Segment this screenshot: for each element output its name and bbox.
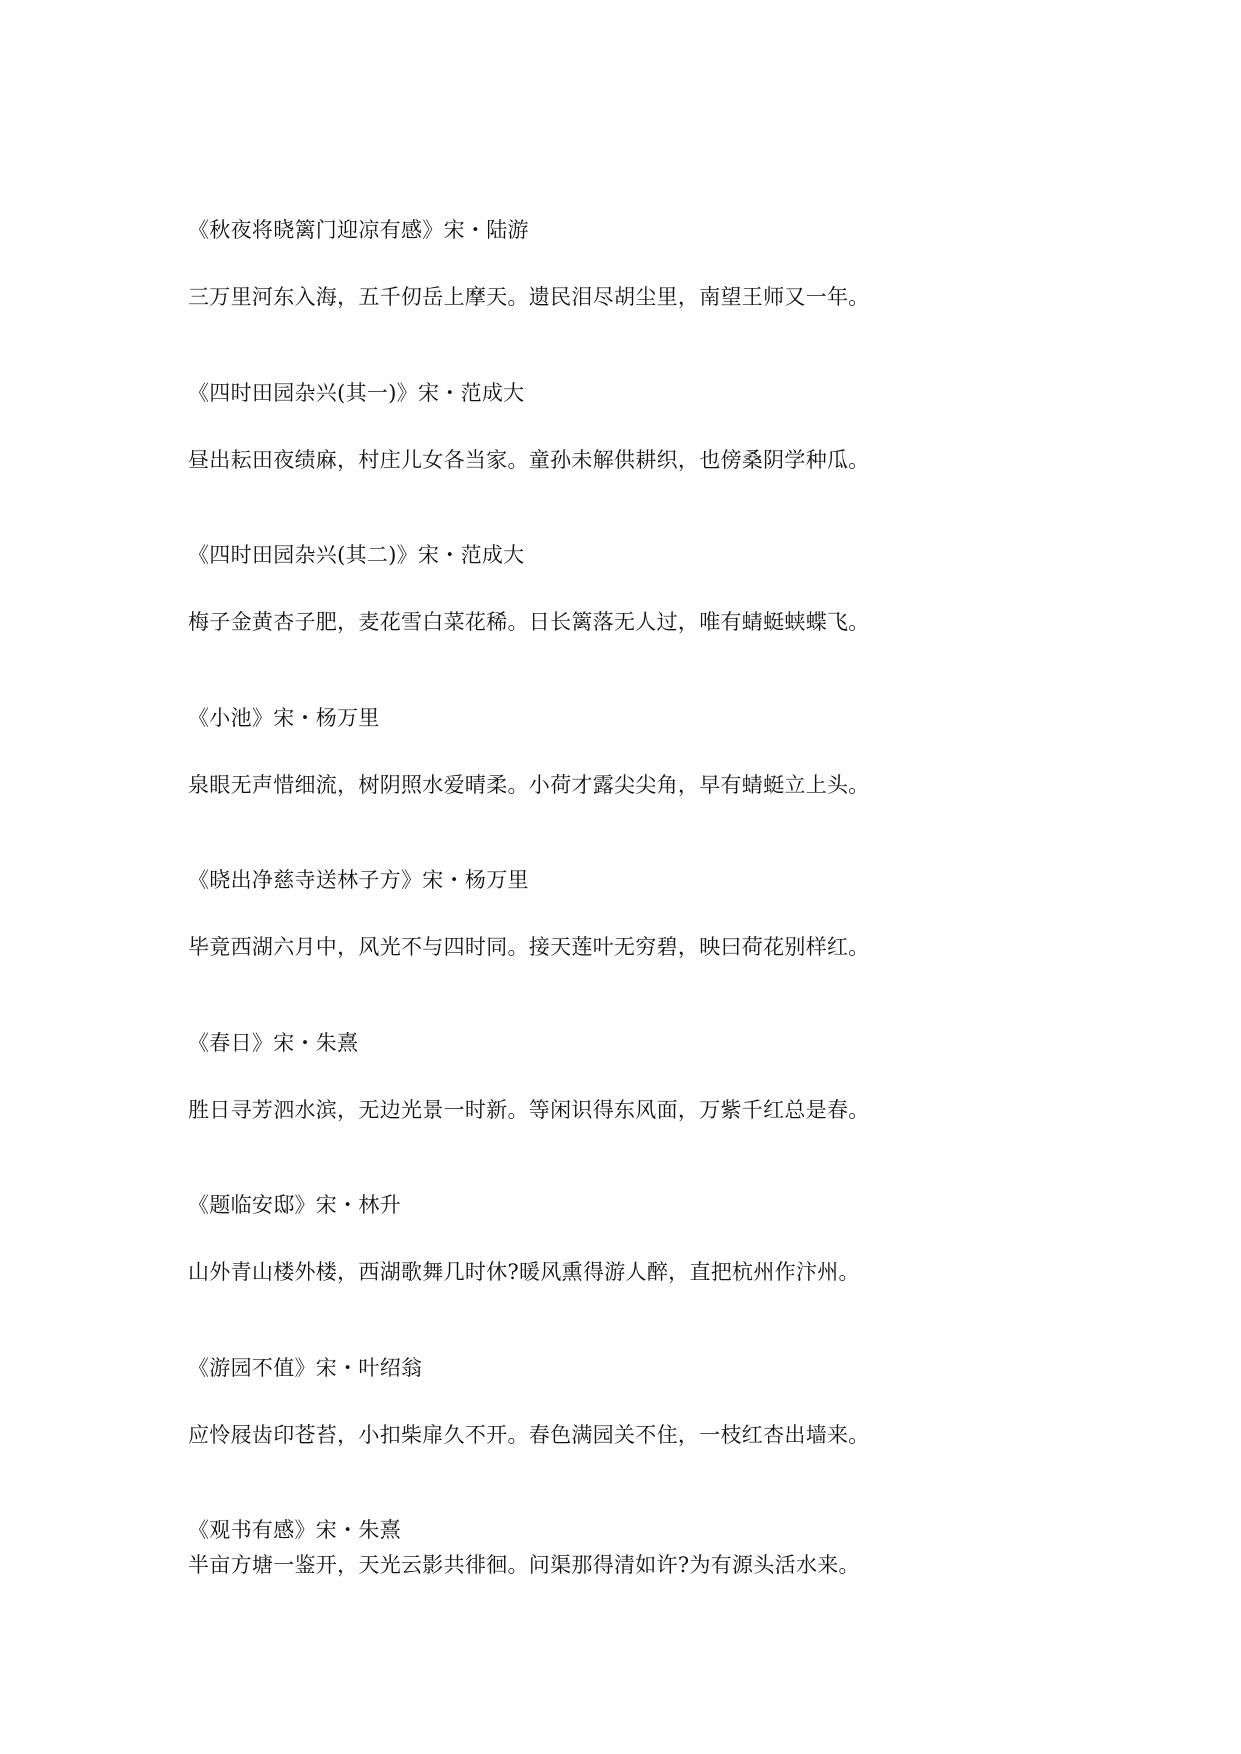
poem-title: 《游园不值》宋・叶绍翁 [188,1356,423,1380]
poem-title: 《四时田园杂兴(其二)》宋・范成大 [188,543,525,567]
poem-title: 《小池》宋・杨万里 [188,706,380,730]
poem-text: 梅子金黄杏子肥，麦花雪白菜花稀。日长篱落无人过，唯有蜻蜓蛱蝶飞。 [188,610,870,634]
poem-text: 半亩方塘一鉴开，天光云影共徘徊。问渠那得清如许?为有源头活水来。 [188,1553,860,1577]
poem-text: 应怜屐齿印苍苔，小扣柴扉久不开。春色满园关不住，一枝红杏出墙来。 [188,1423,870,1447]
poem-text: 三万里河东入海，五千仞岳上摩天。遗民泪尽胡尘里，南望王师又一年。 [188,285,870,309]
poem-title: 《观书有感》宋・朱熹 [188,1518,401,1542]
poem-title: 《春日》宋・朱熹 [188,1031,359,1055]
poem-text: 山外青山楼外楼，西湖歌舞几时休?暖风熏得游人醉，直把杭州作汴州。 [188,1260,860,1284]
poem-title: 《秋夜将晓篱门迎凉有感》宋・陆游 [188,218,529,242]
poem-title: 《题临安邸》宋・林升 [188,1193,401,1217]
poem-title: 《晓出净慈寺送林子方》宋・杨万里 [188,868,529,892]
poem-title: 《四时田园杂兴(其一)》宋・范成大 [188,381,525,405]
poem-text: 泉眼无声惜细流，树阴照水爱晴柔。小荷才露尖尖角，早有蜻蜓立上头。 [188,773,870,797]
poem-text: 毕竟西湖六月中，风光不与四时同。接天莲叶无穷碧，映曰荷花别样红。 [188,935,870,959]
poem-text: 胜日寻芳泗水滨，无边光景一时新。等闲识得东风面，万紫千红总是春。 [188,1098,870,1122]
poem-text: 昼出耘田夜绩麻，村庄儿女各当家。童孙未解供耕织，也傍桑阴学种瓜。 [188,448,870,472]
